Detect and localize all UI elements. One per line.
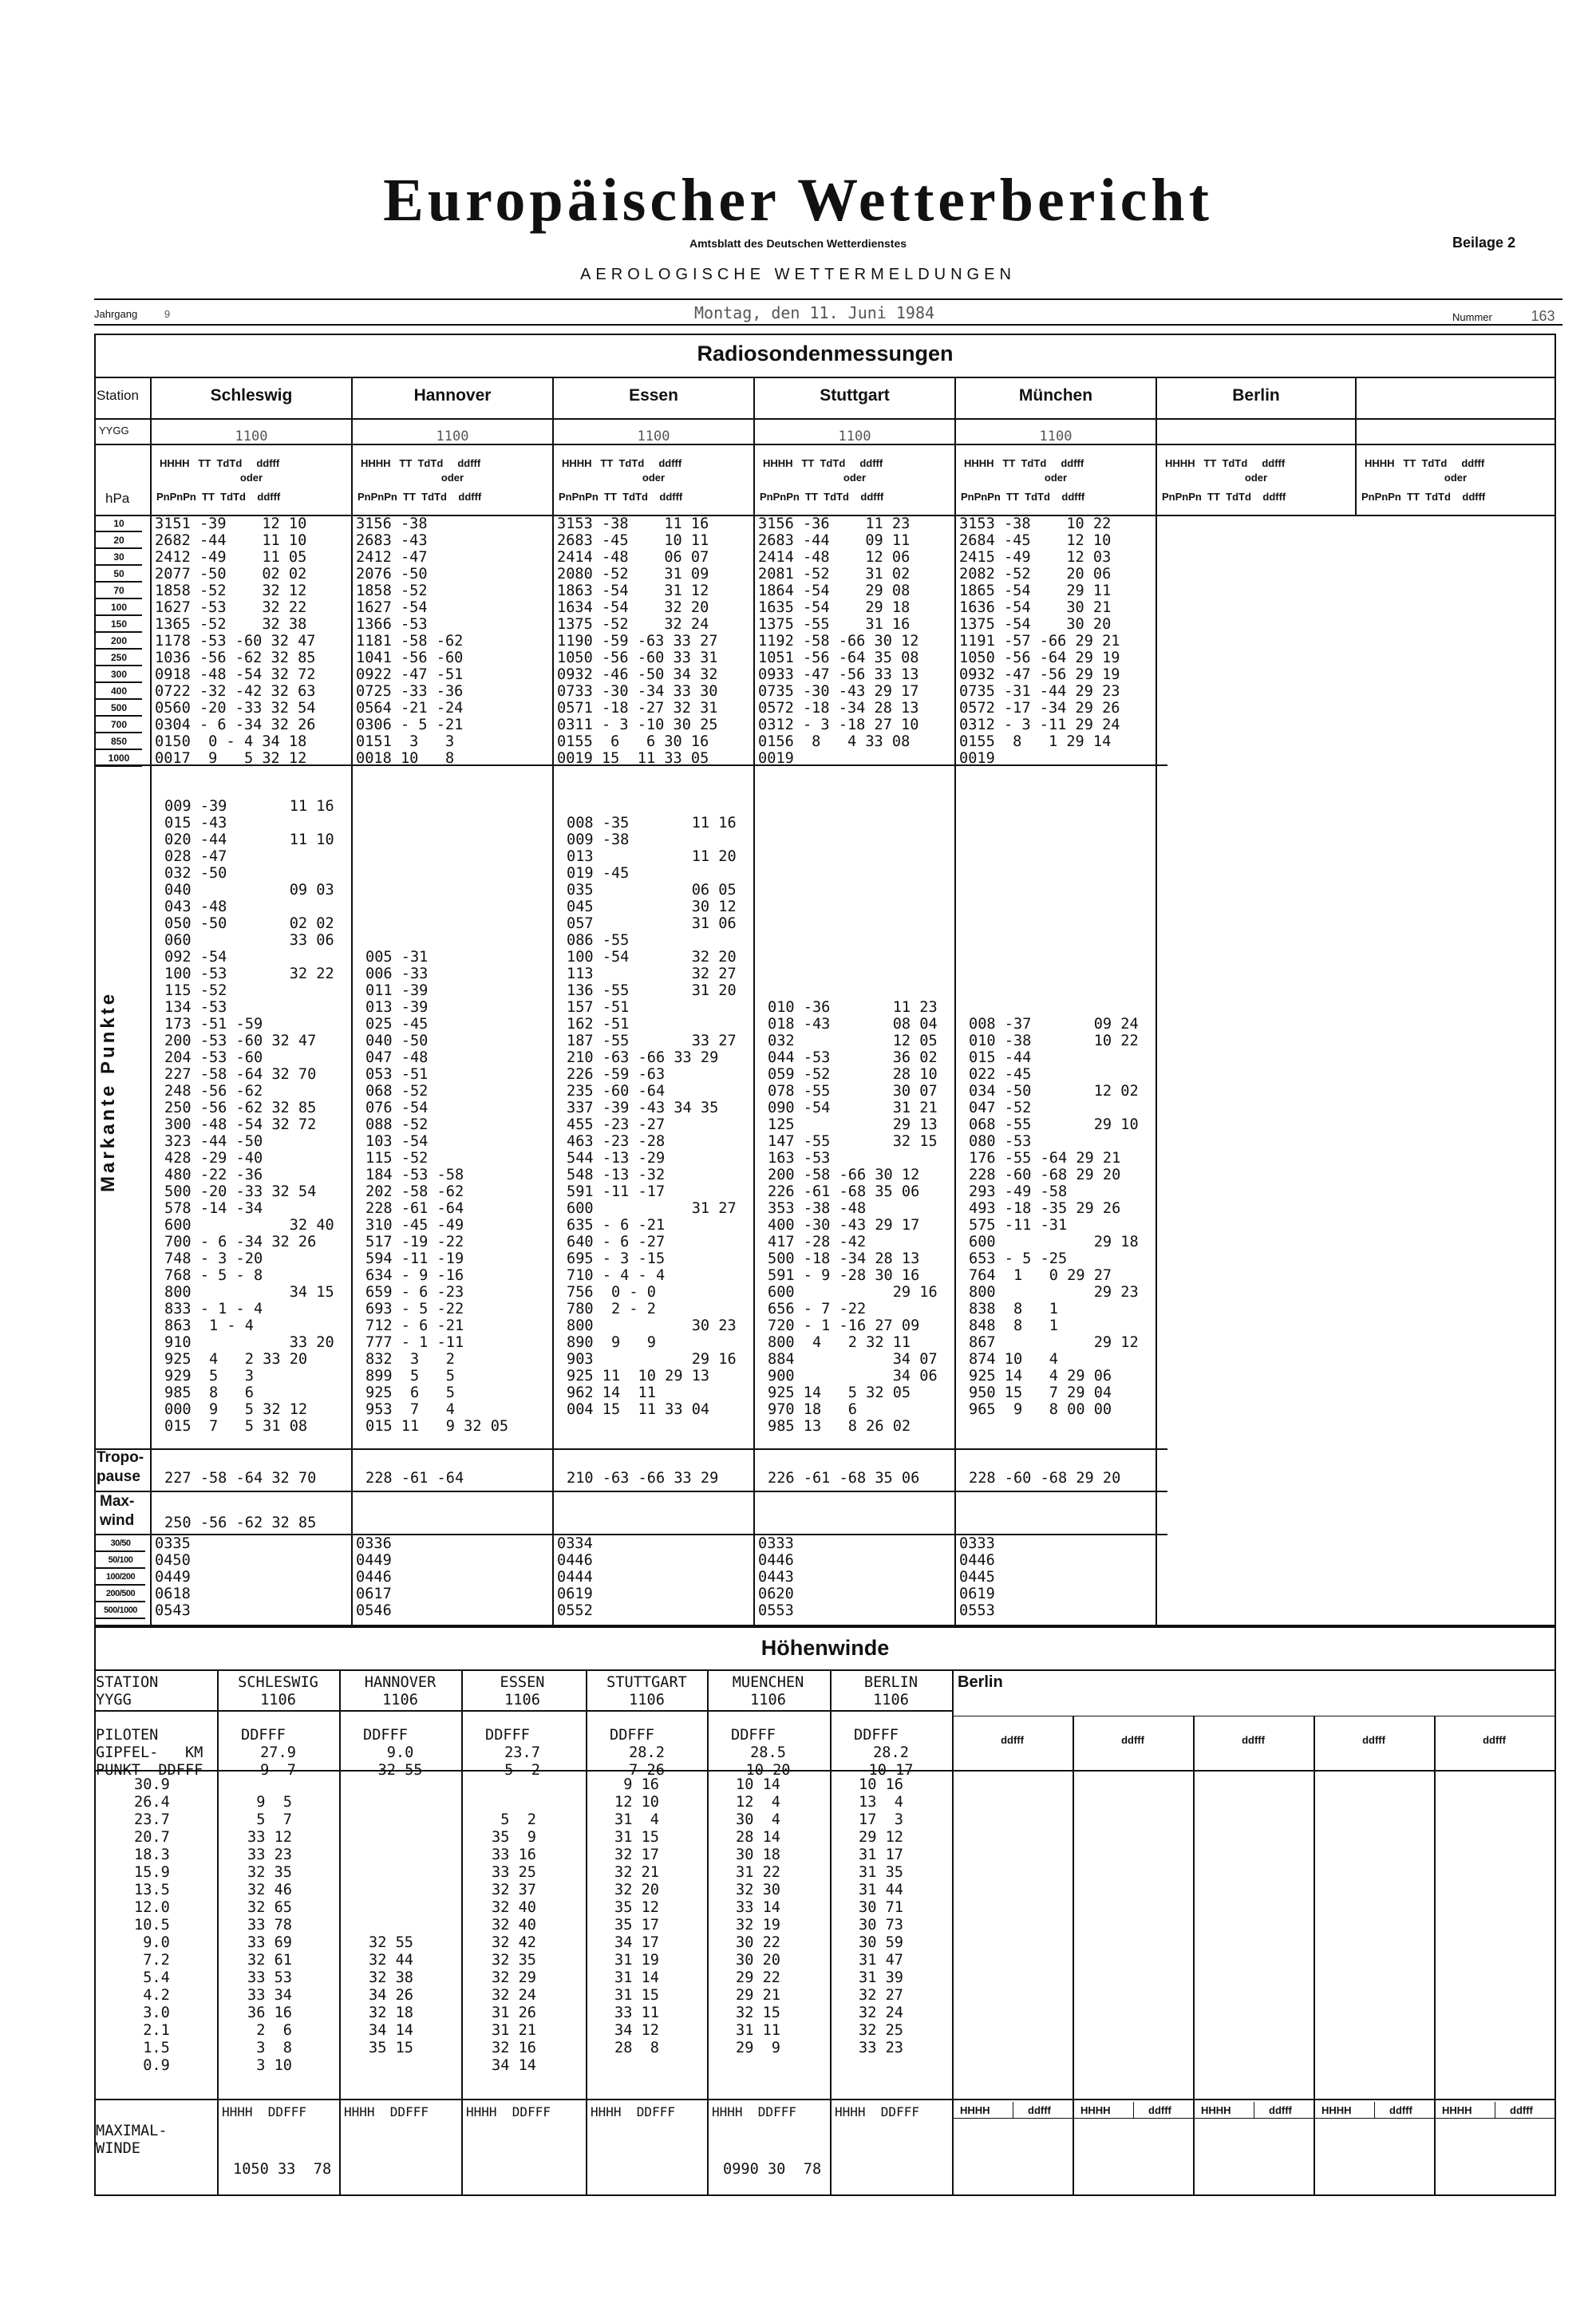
hw-station-name: HANNOVER [364, 1674, 437, 1691]
hw-extra-ddfff-header: ddfff [1121, 1734, 1144, 1746]
radiosonden-title: Radiosondenmessungen [697, 342, 954, 365]
column-header-oder: oder [843, 472, 867, 484]
hoehenwinde-heights: 30.9 26.4 23.7 20.7 18.3 15.9 13.5 12.0 10.5 9.0 7.2 5.4 4.2 3.0 2.1 1.5 0.9 [134, 1776, 170, 2074]
hw-max-extra-ddfff: ddfff [1389, 2104, 1412, 2116]
tropopause-stuttgart: 226 -61 -68 35 06 [768, 1470, 920, 1487]
nummer-value: 163 [1531, 308, 1555, 324]
hw-max-extra-hhhh: HHHH [1201, 2104, 1231, 2116]
column-header-bottom: PnPnPn TT TdTd ddfff [1361, 491, 1486, 503]
pressure-level-label: 700 [96, 717, 142, 733]
column-header-top: HHHH TT TdTd ddfff [1165, 457, 1286, 469]
shear-hannover: 0336 0449 0446 0617 0546 [356, 1535, 392, 1619]
hw-extra-ddfff-header: ddfff [1483, 1734, 1506, 1746]
tropopause-hannover: 228 -61 -64 [365, 1470, 464, 1487]
row-label-maxwind: Max- wind [100, 1493, 135, 1529]
hw-wind-column: 9 5 5 7 33 12 33 23 32 35 32 46 32 65 33 78 33 69 32 61 33 53 33 34 36 16 2 6 3 8 3 10 [247, 1794, 292, 2074]
station-muenchen: München [1018, 386, 1093, 405]
pressure-level-label: 150 [96, 616, 142, 633]
shear-stuttgart: 0333 0446 0443 0620 0553 [758, 1535, 794, 1619]
column-header-bottom: PnPnPn TT TdTd ddfff [961, 491, 1085, 503]
station-berlin: Berlin [1232, 386, 1280, 405]
markante-data-essen: 008 -35 11 16 009 -38 013 11 20 019 -45 035 06 05 045 30 12 057 31 06 086 -55 100 -54 32 20 113 32 27 136 -55 31 20 157 -51 162 -51 187 -55 33 27 210 -63 -66 33 29 226 -59 -63 235 -60 -64 337 -39 -43 34 35 455 -23 -27 463 -23 -28 544 -13 -29 548 -13 -32 591 -11 -17 600 31 27 635 - 6 -21 640 - 6 -27 695 - 3 -15 710 - 4 - 4 756 0 - 0 780 2 - 2 800 30 23 890 9 9 903 29 16 925 11 10 29 13 962 14 11 004 15 11 33 04 [567, 815, 737, 1418]
hw-max-extra-divider [1133, 2102, 1134, 2118]
hw-gipfel-km: 23.7 [504, 1744, 540, 1761]
pressure-level-label: 300 [96, 666, 142, 683]
shear-muenchen: 0333 0446 0445 0619 0553 [959, 1535, 995, 1619]
tropopause-schleswig: 227 -58 -64 32 70 [164, 1470, 317, 1487]
row-label-markante: Markante Punkte [97, 990, 119, 1193]
section-caption: AEROLOGISCHE WETTERMELDUNGEN [580, 266, 1016, 283]
column-header-top: HHHH TT TdTd ddfff [763, 457, 883, 469]
hw-ddfff-label: DDFFF [363, 1727, 408, 1744]
hw-station-yygg: 1106 [629, 1692, 665, 1708]
issue-date: Montag, den 11. Juni 1984 [694, 303, 935, 322]
hw-max-extra-ddfff: ddfff [1510, 2104, 1533, 2116]
hw-ddfff-label: DDFFF [731, 1727, 776, 1744]
pressure-level-label: 400 [96, 683, 142, 700]
yygg-muenchen: 1100 [1039, 429, 1073, 444]
hw-max-extra-ddfff: ddfff [1148, 2104, 1171, 2116]
jahrgang [94, 308, 170, 320]
hw-wind-column: 5 2 35 9 33 16 33 25 32 37 32 40 32 40 32 42 32 35 32 29 32 24 31 26 31 21 32 16 34 14 [492, 1811, 536, 2074]
column-header-bottom: PnPnPn TT TdTd ddfff [760, 491, 884, 503]
hw-gipfel-ddfff: 32 55 [377, 1762, 423, 1779]
row-label-tropopause: Tropo- pause [97, 1449, 144, 1485]
standard-data-hannover: 3156 -38 2683 -43 2412 -47 2076 -50 1858 -52 1627 -54 1366 -53 1181 -58 -62 1041 -56 -60 0922 -47 -51 0725 -33 -36 0564 -21 -24 0306 - 5 -21 0151 3 3 0018 10 8 [356, 515, 464, 767]
yygg-stuttgart: 1100 [838, 429, 871, 444]
pressure-level-label: 20 [96, 532, 142, 549]
hw-ddfff-label: DDFFF [610, 1727, 654, 1744]
column-header-oder: oder [1444, 472, 1468, 484]
standard-data-schleswig: 3151 -39 12 10 2682 -44 11 10 2412 -49 11 05 2077 -50 02 02 1858 -52 32 12 1627 -53 32 22 1365 -52 32 38 1178 -53 -60 32 47 1036 -56 -62 32 85 0918 -48 -54 32 72 0722 -32 -42 32 63 0560 -20 -33 32 54 0304 - 6 -34 32 26 0150 0 - 4 34 18 0017 9 5 32 12 [155, 515, 316, 767]
station-hannover: Hannover [413, 386, 492, 405]
hw-gipfel-km: 28.2 [873, 1744, 909, 1761]
maxwinde-label: MAXIMAL- WINDE [96, 2123, 168, 2157]
column-header-bottom: PnPnPn TT TdTd ddfff [559, 491, 683, 503]
hoehenwinde-title: Höhenwinde [760, 1636, 890, 1660]
hw-station-yygg: 1106 [260, 1692, 296, 1708]
hw-max-header: HHHH DDFFF [344, 2104, 429, 2119]
hw-max-extra-hhhh: HHHH [1321, 2104, 1352, 2116]
hw-gipfel-ddfff: 9 7 [260, 1762, 296, 1779]
pressure-level-label: 250 [96, 650, 142, 666]
nummer-label: Nummer [1452, 311, 1492, 323]
hw-gipfel-ddfff: 7 26 [629, 1762, 665, 1779]
column-header-bottom: PnPnPn TT TdTd ddfff [1162, 491, 1286, 503]
hw-station-name: BERLIN [863, 1674, 918, 1691]
shear-level-label: 200/500 [96, 1586, 145, 1602]
header-rule-top [94, 298, 1562, 300]
pressure-level-label: 50 [96, 566, 142, 583]
hw-max-value: 1050 33 78 [233, 2161, 332, 2178]
hw-extra-ddfff-header: ddfff [1242, 1734, 1265, 1746]
hw-extra-ddfff-header: ddfff [1362, 1734, 1385, 1746]
hw-max-extra-ddfff: ddfff [1269, 2104, 1292, 2116]
column-header-bottom: PnPnPn TT TdTd ddfff [156, 491, 281, 503]
shear-level-label: 30/50 [96, 1535, 145, 1552]
tropopause-muenchen: 228 -60 -68 29 20 [969, 1470, 1121, 1487]
station-stuttgart: Stuttgart [820, 386, 890, 405]
hw-wind-column: 10 14 12 4 30 4 28 14 30 18 31 22 32 30 33 14 32 19 30 22 30 20 29 22 29 21 32 15 31 11 29 9 [736, 1776, 780, 2056]
pressure-level-label: 30 [96, 549, 142, 566]
hw-gipfel-ddfff: 10 17 [868, 1762, 914, 1779]
standard-data-essen: 3153 -38 11 16 2683 -45 10 11 2414 -48 06 07 2080 -52 31 09 1863 -54 31 12 1634 -54 32 20 1375 -52 32 24 1190 -59 -63 33 27 1050 -56 -60 33 31 0932 -46 -50 34 32 0733 -30 -34 33 30 0571 -18 -27 32 31 0311 - 3 -10 30 25 0155 6 6 30 16 0019 15 11 33 05 [557, 515, 718, 767]
column-header-oder: oder [440, 472, 464, 484]
hw-ddfff-label: DDFFF [854, 1727, 899, 1744]
beilage-label: Beilage 2 [1452, 235, 1516, 251]
yygg-schleswig: 1100 [235, 429, 268, 444]
hw-ddfff-label: DDFFF [485, 1727, 530, 1744]
hw-gipfel-ddfff: 5 2 [504, 1762, 540, 1779]
hw-max-header: HHHH DDFFF [222, 2104, 306, 2119]
hw-gipfel-km: 28.5 [750, 1744, 786, 1761]
column-header-oder: oder [1244, 472, 1268, 484]
hw-wind-column: 32 55 32 44 32 38 34 26 32 18 34 14 35 15 [369, 1934, 413, 2056]
issue-number [1452, 308, 1555, 325]
shear-level-label: 50/100 [96, 1552, 145, 1569]
hoehenwinde-extra-station: Berlin [958, 1673, 1003, 1691]
row-label-hpa: hPa [105, 491, 130, 506]
pressure-level-label: 200 [96, 633, 142, 650]
markante-data-schleswig: 009 -39 11 16 015 -43 020 -44 11 10 028 -47 032 -50 040 09 03 043 -48 050 -50 02 02 060 33 06 092 -54 100 -53 32 22 115 -52 134 -53 173 -51 -59 200 -53 -60 32 47 204 -53 -60 227 -58 -64 32 70 248 -56 -62 250 -56 -62 32 85 300 -48 -54 32 72 323 -44 -50 428 -29 -40 480 -22 -36 500 -20 -33 32 54 578 -14 -34 600 32 40 700 - 6 -34 32 26 748 - 3 -20 768 - 5 - 8 800 34 15 833 - 1 - 4 863 1 - 4 910 33 20 925 4 2 33 20 929 5 3 985 8 6 000 9 5 32 12 015 7 5 31 08 [164, 798, 334, 1435]
pressure-level-label: 100 [96, 599, 142, 616]
hw-station-name: SCHLESWIG [238, 1674, 318, 1691]
markante-data-muenchen: 008 -37 09 24 010 -38 10 22 015 -44 022 -45 034 -50 12 02 047 -52 068 -55 29 10 080 -53 176 -55 -64 29 21 228 -60 -68 29 20 293 -49 -58 493 -18 -35 29 26 575 -11 -31 600 29 18 653 - 5 -25 764 1 0 29 27 800 29 23 838 8 1 848 8 1 867 29 12 874 10 4 925 14 4 29 06 950 15 7 29 04 965 9 8 00 00 [969, 1016, 1139, 1418]
shear-level-label: 100/200 [96, 1569, 145, 1586]
pressure-level-label: 500 [96, 700, 142, 717]
hw-gipfel-km: 27.9 [260, 1744, 296, 1761]
yygg-essen: 1100 [637, 429, 670, 444]
hw-station-yygg: 1106 [382, 1692, 418, 1708]
column-header-oder: oder [642, 472, 666, 484]
column-header-top: HHHH TT TdTd ddfff [160, 457, 280, 469]
page-subtitle: Amtsblatt des Deutschen Wetterdienstes [689, 237, 907, 250]
hw-wind-column: 9 16 12 10 31 4 31 15 32 17 32 21 32 20 35 12 35 17 34 17 31 19 31 14 31 15 33 11 34 12 28 8 [614, 1776, 659, 2056]
column-header-top: HHHH TT TdTd ddfff [964, 457, 1084, 469]
hw-max-header: HHHH DDFFF [466, 2104, 551, 2119]
row-label-station: Station [97, 388, 139, 403]
pressure-level-label: 10 [96, 515, 142, 532]
shear-schleswig: 0335 0450 0449 0618 0543 [155, 1535, 191, 1619]
hw-wind-column: 10 16 13 4 17 3 29 12 31 17 31 35 31 44 30 71 30 73 30 59 31 47 31 39 32 27 32 24 32 25 33 23 [859, 1776, 903, 2056]
yygg-hannover: 1100 [436, 429, 469, 444]
hw-max-extra-hhhh: HHHH [1080, 2104, 1111, 2116]
hw-max-extra-hhhh: HHHH [1442, 2104, 1472, 2116]
hw-gipfel-km: 9.0 [386, 1744, 414, 1761]
hw-station-yygg: 1106 [873, 1692, 909, 1708]
jahrgang-value: 9 [164, 308, 171, 320]
maxwind-schleswig: 250 -56 -62 32 85 [164, 1515, 317, 1531]
hw-max-header: HHHH DDFFF [712, 2104, 796, 2119]
hw-station-name: ESSEN [500, 1674, 545, 1691]
header-rule-bottom [94, 324, 1562, 326]
standard-data-muenchen: 3153 -38 10 22 2684 -45 12 10 2415 -49 12 03 2082 -52 20 06 1865 -54 29 11 1636 -54 30 21 1375 -54 30 20 1191 -57 -66 29 21 1050 -56 -64 29 19 0932 -47 -56 29 19 0735 -31 -44 29 23 0572 -17 -34 29 26 0312 - 3 -11 29 24 0155 8 1 29 14 0019 [959, 515, 1120, 767]
markante-data-hannover: 005 -31 006 -33 011 -39 013 -39 025 -45 040 -50 047 -48 053 -51 068 -52 076 -54 088 -52 103 -54 115 -52 184 -53 -58 202 -58 -62 228 -61 -64 310 -45 -49 517 -19 -22 594 -11 -19 634 - 9 -16 659 - 6 -23 693 - 5 -22 712 - 6 -21 777 - 1 -11 832 3 2 899 5 5 925 6 5 953 7 4 015 11 9 32 05 [365, 949, 509, 1435]
markante-data-stuttgart: 010 -36 11 23 018 -43 08 04 032 12 05 044 -53 36 02 059 -52 28 10 078 -55 30 07 090 -54 31 21 125 29 13 147 -55 32 15 163 -53 200 -58 -66 30 12 226 -61 -68 35 06 353 -38 -48 400 -30 -43 29 17 417 -28 -42 500 -18 -34 28 13 591 - 9 -28 30 16 600 29 16 656 - 7 -22 720 - 1 -16 27 09 800 4 2 32 11 884 34 07 900 34 06 925 14 5 32 05 970 18 6 985 13 8 26 02 [768, 999, 938, 1435]
shear-level-label: 500/1000 [96, 1602, 145, 1619]
page-title: Europäischer Wetterbericht [383, 167, 1213, 234]
hw-max-extra-hhhh: HHHH [960, 2104, 990, 2116]
column-header-bottom: PnPnPn TT TdTd ddfff [358, 491, 482, 503]
hw-gipfel-ddfff: 10 20 [745, 1762, 791, 1779]
standard-data-stuttgart: 3156 -36 11 23 2683 -44 09 11 2414 -48 12 06 2081 -52 31 02 1864 -54 29 08 1635 -54 29 18 1375 -55 31 16 1192 -58 -66 30 12 1051 -56 -64 35 08 0933 -47 -56 33 13 0735 -30 -43 29 17 0572 -18 -34 28 13 0312 - 3 -18 27 10 0156 8 4 33 08 0019 [758, 515, 919, 767]
tropopause-essen: 210 -63 -66 33 29 [567, 1470, 719, 1487]
column-header-top: HHHH TT TdTd ddfff [562, 457, 682, 469]
pressure-level-label: 70 [96, 583, 142, 599]
hw-max-header: HHHH DDFFF [835, 2104, 919, 2119]
jahrgang-label: Jahrgang [94, 308, 138, 320]
hw-station-name: MUENCHEN [732, 1674, 804, 1691]
hw-gipfel-km: 28.2 [629, 1744, 665, 1761]
hw-ddfff-label: DDFFF [241, 1727, 286, 1744]
hw-station-name: STUTTGART [606, 1674, 687, 1691]
pressure-level-label: 850 [96, 733, 142, 750]
column-header-top: HHHH TT TdTd ddfff [1365, 457, 1485, 469]
column-header-oder: oder [1044, 472, 1068, 484]
column-header-oder: oder [239, 472, 263, 484]
shear-essen: 0334 0446 0444 0619 0552 [557, 1535, 593, 1619]
hw-station-yygg: 1106 [750, 1692, 786, 1708]
hw-max-header: HHHH DDFFF [591, 2104, 675, 2119]
hoehenwinde-left-labels: STATION YYGG PILOTEN GIPFEL- KM PUNKT DDFFF [96, 1674, 203, 1779]
pressure-level-label: 1000 [96, 750, 142, 767]
hw-extra-ddfff-header: ddfff [1001, 1734, 1024, 1746]
hw-max-extra-divider [1374, 2102, 1375, 2118]
hw-station-yygg: 1106 [504, 1692, 540, 1708]
column-header-top: HHHH TT TdTd ddfff [361, 457, 481, 469]
station-essen: Essen [629, 386, 678, 405]
row-label-yygg: YYGG [99, 425, 129, 436]
hw-max-extra-ddfff: ddfff [1028, 2104, 1051, 2116]
station-schleswig: Schleswig [210, 386, 293, 405]
hw-max-value: 0990 30 78 [723, 2161, 822, 2178]
